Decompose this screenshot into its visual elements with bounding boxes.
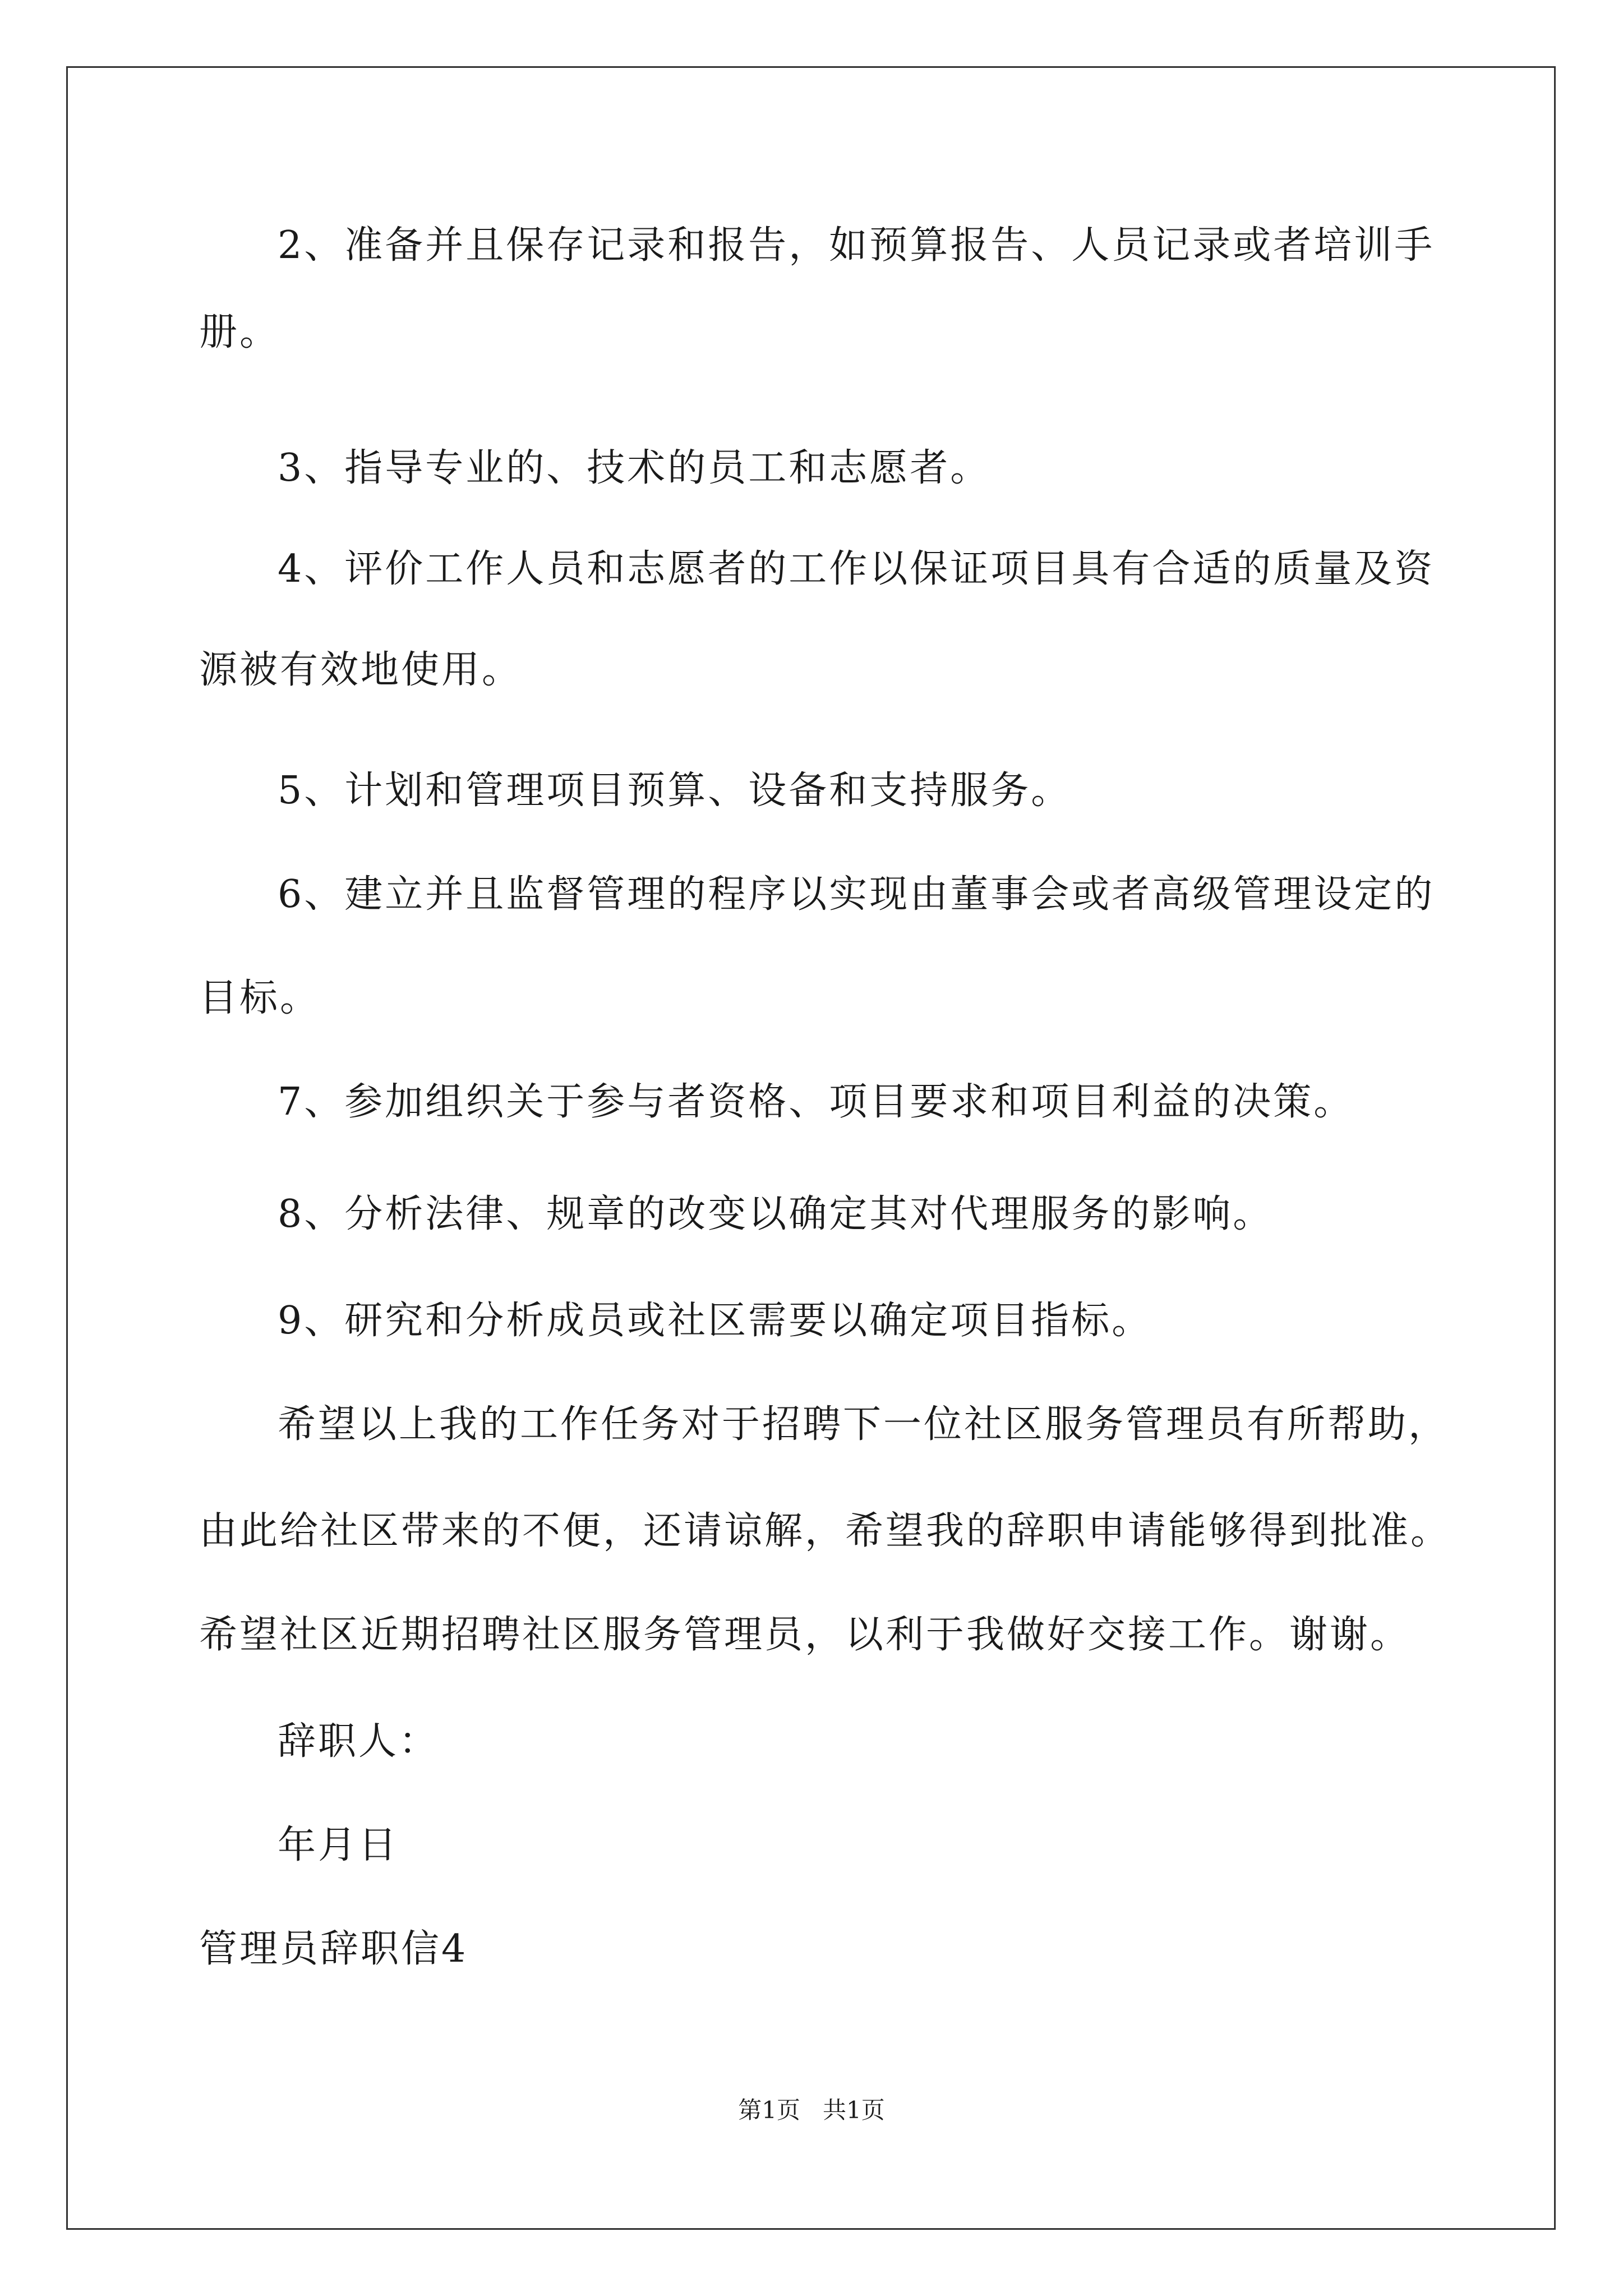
text-line: 3、指导专业的、技术的员工和志愿者。 xyxy=(278,446,991,490)
page-border xyxy=(66,66,1556,2230)
text-line: 6、建立并且监督管理的程序以实现由董事会或者高级管理设定的 xyxy=(278,872,1435,917)
text-line: 4、评价工作人员和志愿者的工作以保证项目具有合适的质量及资 xyxy=(278,547,1435,591)
text-line: 辞职人： xyxy=(278,1719,440,1764)
text-line: 9、研究和分析成员或社区需要以确定项目指标。 xyxy=(278,1299,1152,1343)
text-line: 源被有效地使用。 xyxy=(199,648,523,692)
text-line: 5、计划和管理项目预算、设备和支持服务。 xyxy=(278,769,1072,813)
text-line: 希望社区近期招聘社区服务管理员，以利于我做好交接工作。谢谢。 xyxy=(199,1613,1411,1657)
text-line: 由此给社区带来的不便，还请谅解，希望我的辞职申请能够得到批准。 xyxy=(199,1509,1451,1553)
text-line: 8、分析法律、规章的改变以确定其对代理服务的影响。 xyxy=(278,1192,1274,1236)
text-line: 册。 xyxy=(199,310,280,355)
text-line: 年月日 xyxy=(278,1823,399,1867)
text-line: 2、准备并且保存记录和报告，如预算报告、人员记录或者培训手 xyxy=(278,223,1435,268)
text-line: 希望以上我的工作任务对于招聘下一位社区服务管理员有所帮助， xyxy=(278,1402,1449,1447)
page-footer: 第1页 共1页 xyxy=(738,2096,885,2124)
text-line: 目标。 xyxy=(199,976,321,1020)
text-line: 7、参加组织关于参与者资格、项目要求和项目利益的决策。 xyxy=(278,1080,1354,1124)
text-line: 管理员辞职信4 xyxy=(199,1927,468,1971)
